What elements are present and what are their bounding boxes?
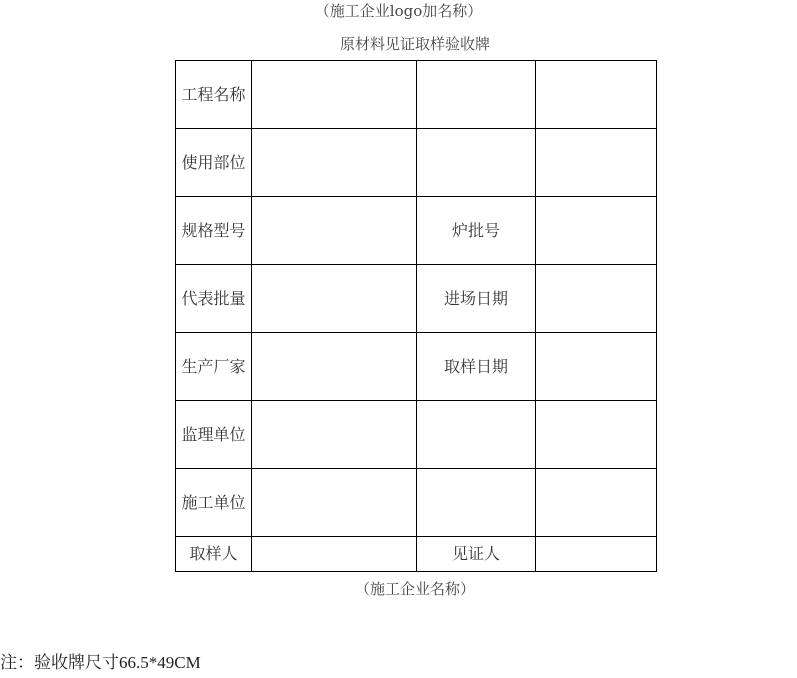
value-cell <box>536 61 657 129</box>
size-note: 注：验收牌尺寸66.5*49CM <box>0 653 201 672</box>
mid-label-cell <box>417 129 536 197</box>
table-row <box>176 401 657 469</box>
company-name-line: （施工企业名称） <box>354 580 475 598</box>
company-logo-line: （施工企业logo加名称） <box>314 2 483 20</box>
table-row <box>176 537 657 572</box>
table-row <box>176 333 657 401</box>
mid-label-entry-date: 进场日期 <box>417 265 536 333</box>
mid-label-witness: 见证人 <box>417 537 536 572</box>
row-label-sampler: 取样人 <box>176 537 252 572</box>
row-label-manufacturer: 生产厂家 <box>176 333 252 401</box>
row-label-usage-location: 使用部位 <box>176 129 252 197</box>
table-row <box>176 61 657 129</box>
value-cell <box>252 333 417 401</box>
value-cell <box>536 197 657 265</box>
value-cell <box>252 401 417 469</box>
mid-label-cell <box>417 469 536 537</box>
value-cell <box>252 537 417 572</box>
value-cell <box>536 265 657 333</box>
table-row <box>176 265 657 333</box>
value-cell <box>252 61 417 129</box>
value-cell <box>252 469 417 537</box>
table-row <box>176 469 657 537</box>
row-label-construction-unit: 施工单位 <box>176 469 252 537</box>
acceptance-board-table <box>175 60 657 572</box>
value-cell <box>536 401 657 469</box>
row-label-batch-quantity: 代表批量 <box>176 265 252 333</box>
value-cell <box>536 469 657 537</box>
row-label-spec-model: 规格型号 <box>176 197 252 265</box>
mid-label-furnace-batch-no: 炉批号 <box>417 197 536 265</box>
value-cell <box>536 537 657 572</box>
value-cell <box>252 197 417 265</box>
value-cell <box>252 129 417 197</box>
mid-label-cell <box>417 61 536 129</box>
value-cell <box>252 265 417 333</box>
row-label-supervision-unit: 监理单位 <box>176 401 252 469</box>
mid-label-sampling-date: 取样日期 <box>417 333 536 401</box>
table-row <box>176 197 657 265</box>
value-cell <box>536 129 657 197</box>
table-row <box>176 129 657 197</box>
value-cell <box>536 333 657 401</box>
board-title: 原材料见证取样验收牌 <box>339 35 490 53</box>
row-label-project-name: 工程名称 <box>176 61 252 129</box>
mid-label-cell <box>417 401 536 469</box>
